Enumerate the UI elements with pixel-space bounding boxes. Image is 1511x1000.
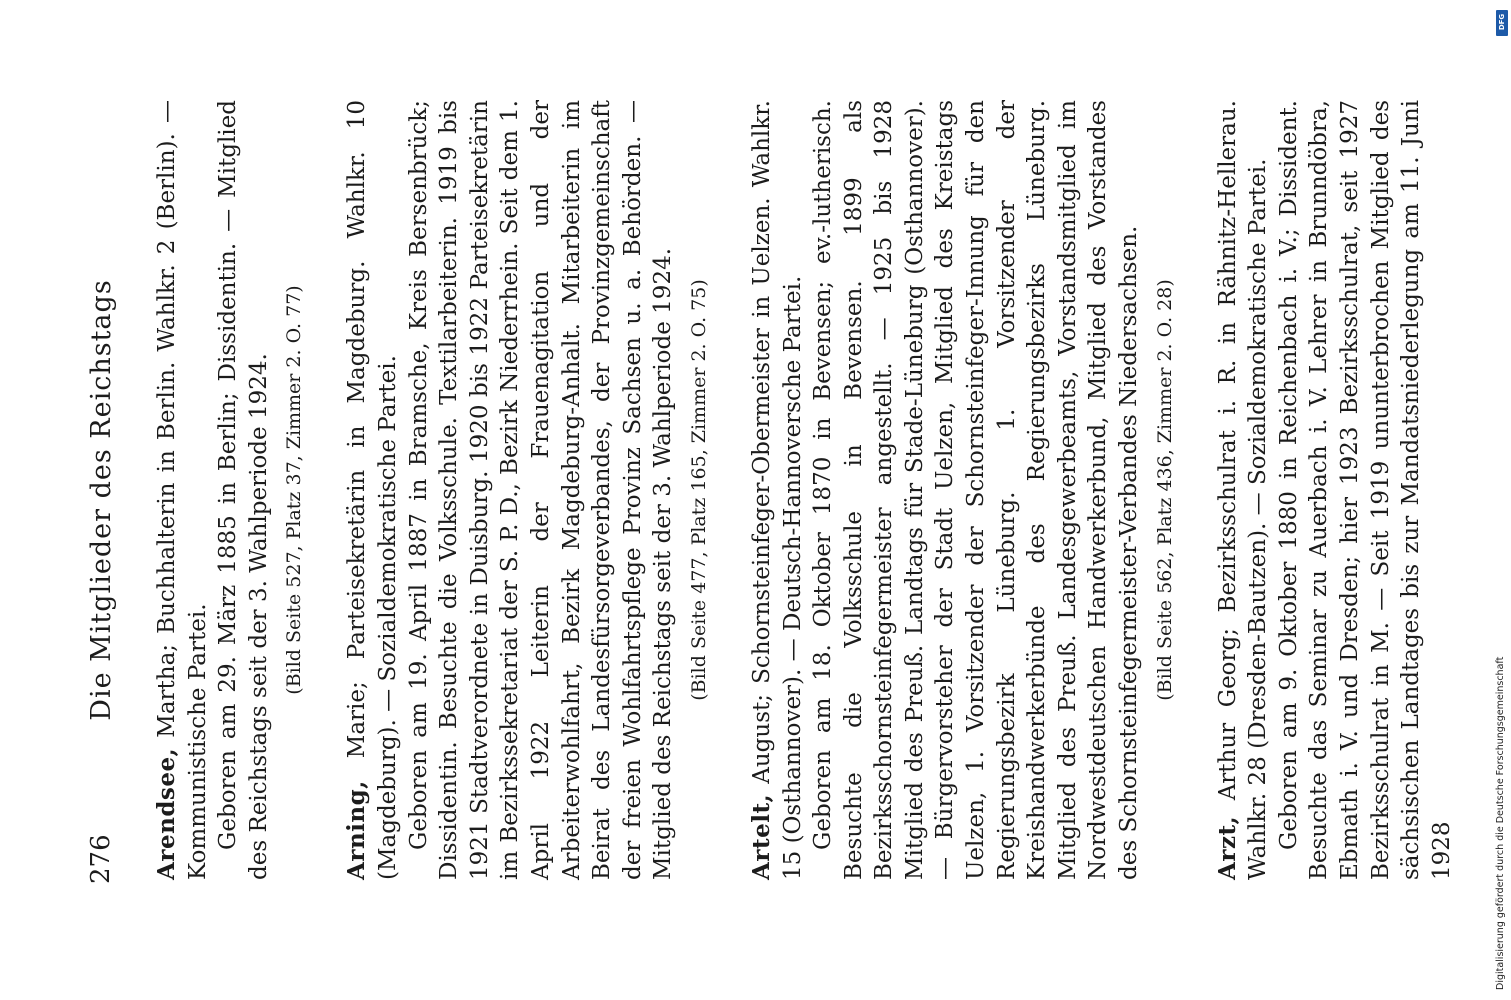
- entry-body: Geboren am 18. Oktober 1870 in Bevensen; ev.-lutherisch. Besuchte die Volksschule in Bevensen. 1899 als Bezirksschornsteinfegermeister angestellt. — 1925 bis 1928 Mitglied des Preuß. Landtags für Stade-Lüneburg (Osthannover). — Bürgervorsteher der Stadt Uelzen, Mitglied des Kreistags Uelzen, 1. Vorsitzender der Schornsteinfeger-Innung für den Regierungsbezirk Lüneburg. 1. Vorsitzender der Kreishandwerkerbünde des Regierungsbezirks Lüneburg. Mitglied des Preuß. Landesgewerbeamts, Vorstandsmitglied im Nordwestdeutschen Handwerkerbund, Mitglied des Vorstandes des Schornsteinfegermeister-Verbandes Niedersachsen.: [810, 100, 1143, 880]
- entry-artelt: [747, 100, 1179, 880]
- entry-body: Geboren am 29. März 1885 in Berlin; Dissidentin. — Mitglied des Reichstags seit der 3. Wahlperiode 1924.: [215, 100, 272, 880]
- page-header: [86, 120, 126, 884]
- entry-name: Arendsee,: [153, 747, 180, 880]
- entry-lead: [1213, 100, 1274, 880]
- entry-lead: [152, 100, 213, 880]
- photo-reference: (Bild Seite 527, Platz 37, Zimmer 2. O. 77): [283, 285, 306, 695]
- entries-list: [152, 100, 1491, 880]
- page-number: 276: [86, 834, 116, 884]
- entry-lead-text: Arthur Georg; Bezirksschulrat i. R. in Rähnitz-Hellerau. Wahlkr. 28 (Dresden-Bautzen). — Sozialdemokratische Partei.: [1214, 100, 1272, 880]
- entry-lead-text: Marie; Parteisekretärin in Magdeburg. Wahlkr. 10 (Magdeburg). — Sozialdemokratische Partei.: [344, 100, 401, 880]
- entry-lead: [342, 100, 403, 880]
- entry-name: Arzt,: [1213, 815, 1241, 880]
- entry-body: Geboren am 9. Oktober 1880 in Reichenbach i. V.; Dissident. Besuchte das Seminar zu Auerbach i. V. Lehrer in Brunndöbra, Ebmath i. V. und Dresden; hier 1923 Bezirksschulrat, seit 1927 Bezirksschulrat in M. — Seit 1919 ununterbrochen Mitglied des sächsischen Landtages bis zur Mandatsniederlegung am 11. Juni 1928: [1275, 100, 1455, 880]
- dfg-logo-text: DFG: [1498, 13, 1506, 31]
- dfg-attribution: Digitalisierung gefördert durch die Deutsche Forschungsgemeinschaft: [1495, 656, 1506, 990]
- photo-reference: (Bild Seite 562, Platz 436, Zimmer 2. O. 28): [1153, 279, 1176, 701]
- entry-lead-text: Martha; Buchhalterin in Berlin. Wahlkr. 2 (Berlin). — Kommunistische Partei.: [154, 100, 211, 880]
- entry-lead-text: August; Schornsteinfeger-Obermeister in Uelzen. Wahlkr. 15 (Osthannover). — Deutsch-Hannoversche Partei.: [748, 100, 806, 880]
- entry-arzt: [1213, 100, 1458, 880]
- entry-arning: [342, 100, 713, 880]
- digitization-sidebar: [1495, 10, 1509, 990]
- entry-name: Artelt,: [747, 793, 775, 880]
- entry-body: Geboren am 19. April 1887 in Bramsche, Kreis Bersenbrück; Dissidentin. Besuchte die Volksschule. Textilarbeiterin. 1919 bis 1921 Stadtverordnete in Duisburg. 1920 bis 1922 Parteisekretärin im Bezirkssekretariat der S. P. D., Bezirk Niederrhein. Seit dem 1. April 1922 Leiterin der Frauenagitation und der Arbeiterwohlfahrt, Bezirk Magdeburg-Anhalt. Mitarbeiterin im Beirat des Landesfürsorgeverbandes, der Provinzgemeinschaft der freien Wohlfahrtspflege Provinz Sachsen u. a. Behörden. — Mitglied des Reichstags seit der 3. Wahlperiode 1924.: [405, 100, 677, 880]
- entry-lead: [747, 100, 808, 880]
- entry-arendsee: [152, 100, 308, 880]
- dfg-logo-icon: [1496, 10, 1508, 36]
- photo-reference: (Bild Seite 477, Platz 165, Zimmer 2. O. 75): [687, 279, 710, 701]
- running-head: Die Mitglieder des Reichstags: [86, 279, 117, 721]
- entry-name: Arning,: [343, 780, 371, 880]
